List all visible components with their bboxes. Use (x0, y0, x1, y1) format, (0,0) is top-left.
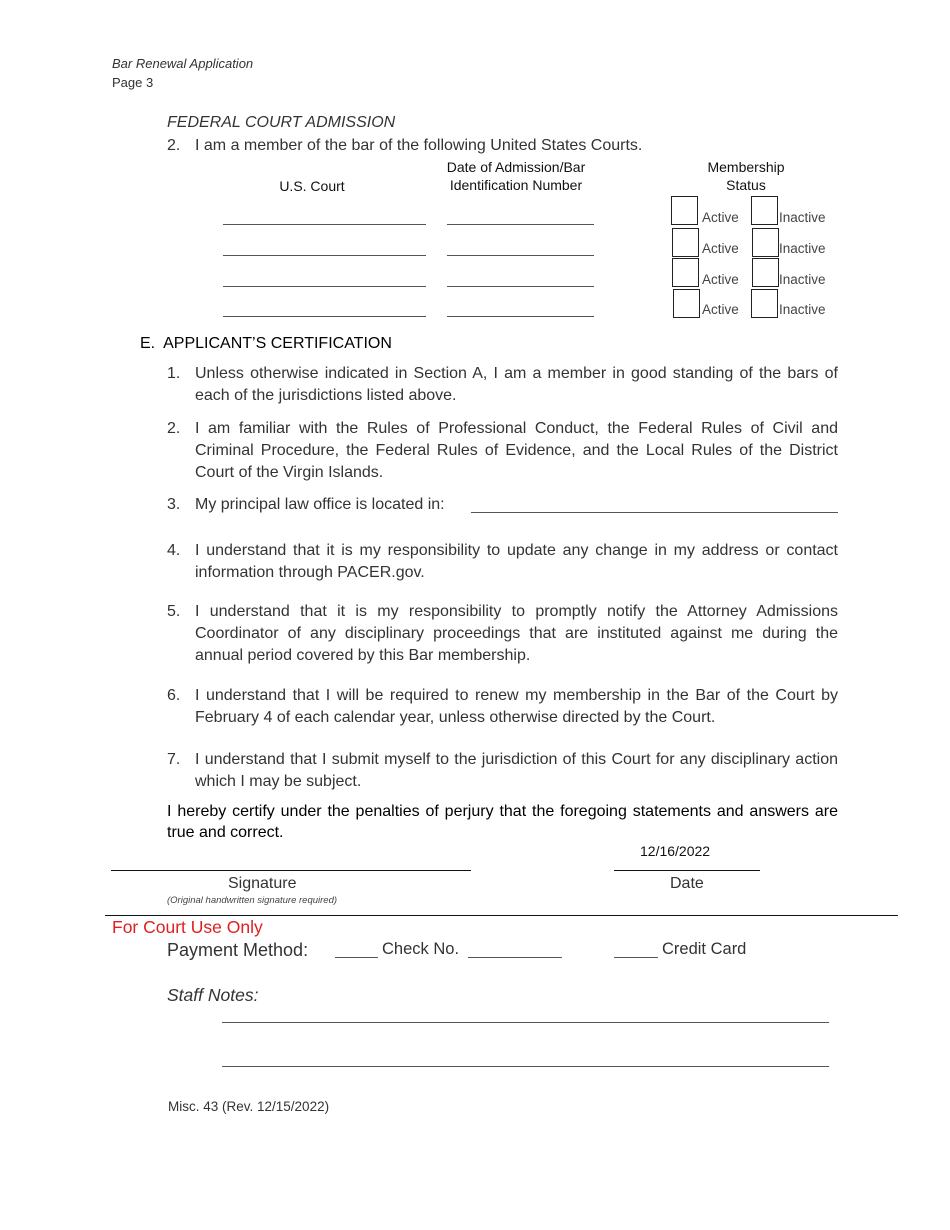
court-use-divider (105, 915, 898, 916)
col-head-status-2: Status (726, 177, 766, 193)
active-checkbox-1[interactable] (671, 196, 698, 225)
doc-title: Bar Renewal Application (112, 56, 254, 71)
cert-item-2-number: 2. (167, 420, 181, 437)
credit-card-select-blank[interactable] (614, 957, 658, 958)
signature-note: (Original handwritten signature required) (167, 895, 338, 906)
cert-item-5-text: I understand that it is my responsibility to promptly notify the Attorney Admissions Coordinator of any disciplinary proceedings that are instituted against me during the annual period covered by this Bar membership. (195, 603, 838, 664)
inactive-label-2: Inactive (779, 241, 826, 256)
federal-item-number: 2. (167, 137, 181, 154)
certification-heading: E. APPLICANT’S CERTIFICATION (140, 335, 392, 352)
staff-notes-line-2[interactable] (222, 1066, 829, 1067)
page-number: Page 3 (112, 75, 154, 90)
active-label-3: Active (702, 272, 739, 287)
inactive-checkbox-3[interactable] (752, 258, 779, 287)
cert-item-4-text: I understand that it is my responsibility to update any change in my address or contact information through PACER.gov. (195, 542, 838, 581)
cert-item-3-text: My principal law office is located in: (195, 496, 445, 513)
cert-item-1-text: Unless otherwise indicated in Section A, I am a member in good standing of the bars of each of the jurisdictions listed above. (195, 365, 838, 404)
col-head-court: U.S. Court (279, 178, 345, 194)
inactive-checkbox-4[interactable] (751, 289, 778, 318)
cert-item-3-number: 3. (167, 496, 181, 513)
court-use-heading: For Court Use Only (112, 917, 263, 937)
cert-item-4-number: 4. (167, 542, 181, 559)
inactive-label-1: Inactive (779, 210, 826, 225)
federal-item-text: I am a member of the bar of the following United States Courts. (195, 137, 643, 154)
date-field-3[interactable] (447, 286, 594, 287)
active-checkbox-2[interactable] (672, 228, 699, 257)
cert-item-2-text: I am familiar with the Rules of Professional Conduct, the Federal Rules of Civil and Criminal Procedure, the Federal Rules of Evidence, and the Local Rules of the District Court of the Virgin Islands. (195, 420, 838, 481)
court-field-2[interactable] (223, 255, 426, 256)
federal-heading: FEDERAL COURT ADMISSION (167, 114, 396, 131)
cert-item-6-text: I understand that I will be required to renew my membership in the Bar of the Court by February 4 of each calendar year, unless otherwise directed by the Court. (195, 687, 838, 726)
col-head-date-1: Date of Admission/Bar (446, 159, 586, 175)
active-label-1: Active (702, 210, 739, 225)
form-id: Misc. 43 (Rev. 12/15/2022) (168, 1099, 330, 1114)
credit-card-label: Credit Card (662, 940, 747, 958)
active-label-2: Active (702, 241, 739, 256)
active-label-4: Active (702, 302, 739, 317)
signature-line[interactable] (111, 870, 471, 871)
court-field-3[interactable] (223, 286, 426, 287)
cert-item-5-number: 5. (167, 603, 181, 620)
active-checkbox-4[interactable] (673, 289, 700, 318)
date-label: Date (670, 875, 704, 892)
court-field-1[interactable] (223, 224, 426, 225)
col-head-date-2: Identification Number (449, 177, 583, 193)
check-number-field[interactable] (468, 957, 562, 958)
staff-notes-line-1[interactable] (222, 1022, 829, 1023)
payment-method-label: Payment Method: (167, 940, 309, 960)
inactive-label-4: Inactive (779, 302, 826, 317)
inactive-checkbox-2[interactable] (752, 228, 779, 257)
col-head-status-1: Membership (707, 159, 785, 175)
cert-item-1-number: 1. (167, 365, 181, 382)
date-field-4[interactable] (447, 316, 594, 317)
date-line[interactable] (614, 870, 760, 871)
date-value[interactable]: 12/16/2022 (640, 843, 711, 859)
active-checkbox-3[interactable] (672, 258, 699, 287)
law-office-field[interactable] (471, 512, 838, 513)
check-no-label: Check No. (382, 940, 460, 958)
check-select-blank[interactable] (335, 957, 378, 958)
date-field-2[interactable] (447, 255, 594, 256)
cert-item-7-number: 7. (167, 751, 181, 768)
cert-item-6-number: 6. (167, 687, 181, 704)
inactive-label-3: Inactive (779, 272, 826, 287)
cert-item-7-text: I understand that I submit myself to the jurisdiction of this Court for any disciplinary action which I may be subject. (195, 751, 838, 790)
inactive-checkbox-1[interactable] (751, 196, 778, 225)
date-field-1[interactable] (447, 224, 594, 225)
court-field-4[interactable] (223, 316, 426, 317)
staff-notes-label: Staff Notes: (167, 985, 259, 1005)
certification-statement: I hereby certify under the penalties of perjury that the foregoing statements and answers are true and correct. (167, 803, 838, 841)
signature-label: Signature (228, 875, 297, 892)
